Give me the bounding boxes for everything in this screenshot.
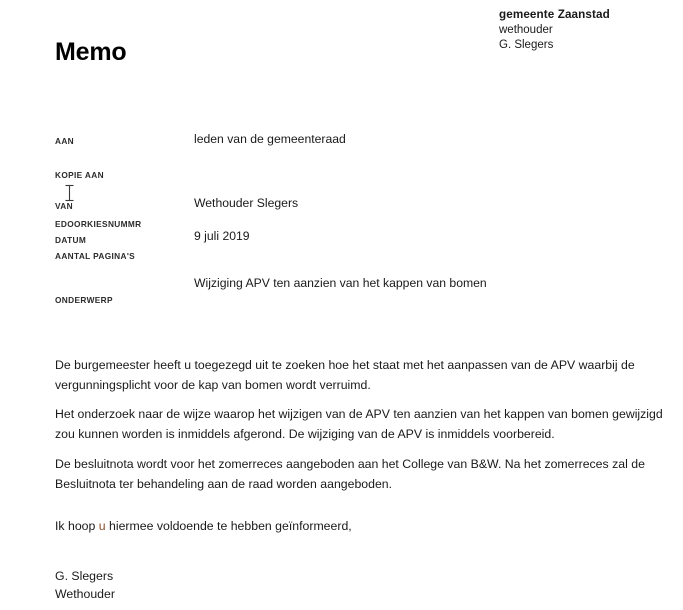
letterhead-role: wethouder [499, 23, 553, 36]
signature-role: Wethouder [55, 586, 115, 601]
meta-value-van: Wethouder Slegers [194, 196, 299, 210]
meta-value-aan: leden van de gemeenteraad [194, 132, 346, 146]
meta-label-kopie-aan: KOPIE AAN [55, 170, 104, 180]
body-paragraph-2: Het onderzoek naar de wijze waarop het wijzigen van de APV ten aanzien van het kappen van bomen gewijzigd zou kunnen worden is inmiddels afgerond. De wijziging van de APV is inmiddels voorbereid. [55, 407, 663, 441]
signature-name: G. Slegers [55, 569, 114, 583]
closing-text-after: hiermee voldoende te hebben geïnformeerd, [105, 519, 352, 533]
meta-label-aan: AAN [55, 136, 75, 146]
body-paragraph-1: De burgemeester heeft u toegezegd uit te zoeken hoe het staat met het aanpassen van de APV waarbij de vergunningsplicht voor de kap van bomen wordt verruimd. [55, 358, 635, 392]
meta-value-onderwerp: Wijziging APV ten aanzien van het kappen van bomen [194, 276, 487, 290]
signature-block [55, 568, 115, 603]
closing-text-before: Ik hoop [55, 519, 99, 533]
meta-label-datum: DATUM [55, 235, 87, 245]
letterhead-organization: gemeente Zaanstad [499, 8, 610, 21]
closing-text-highlight: u [98, 519, 106, 533]
meta-label-aantal-paginas: AANTAL PAGINA'S [55, 251, 136, 261]
meta-label-onderwerp: ONDERWERP [55, 295, 113, 305]
meta-label-van: VAN [55, 201, 73, 211]
closing-line [55, 517, 352, 537]
body-paragraph-3: De besluitnota wordt voor het zomerreces aangeboden aan het College van B&W. Na het zomerreces zal de Besluitnota ter behandeling aan de raad worden aangeboden. [55, 457, 645, 491]
page-title: Memo [55, 38, 127, 66]
meta-value-datum: 9 juli 2019 [194, 229, 250, 243]
meta-label-doorkiesnummer: EDOORKIESNUMMR [55, 219, 142, 229]
letterhead-person: G. Slegers [499, 39, 554, 51]
